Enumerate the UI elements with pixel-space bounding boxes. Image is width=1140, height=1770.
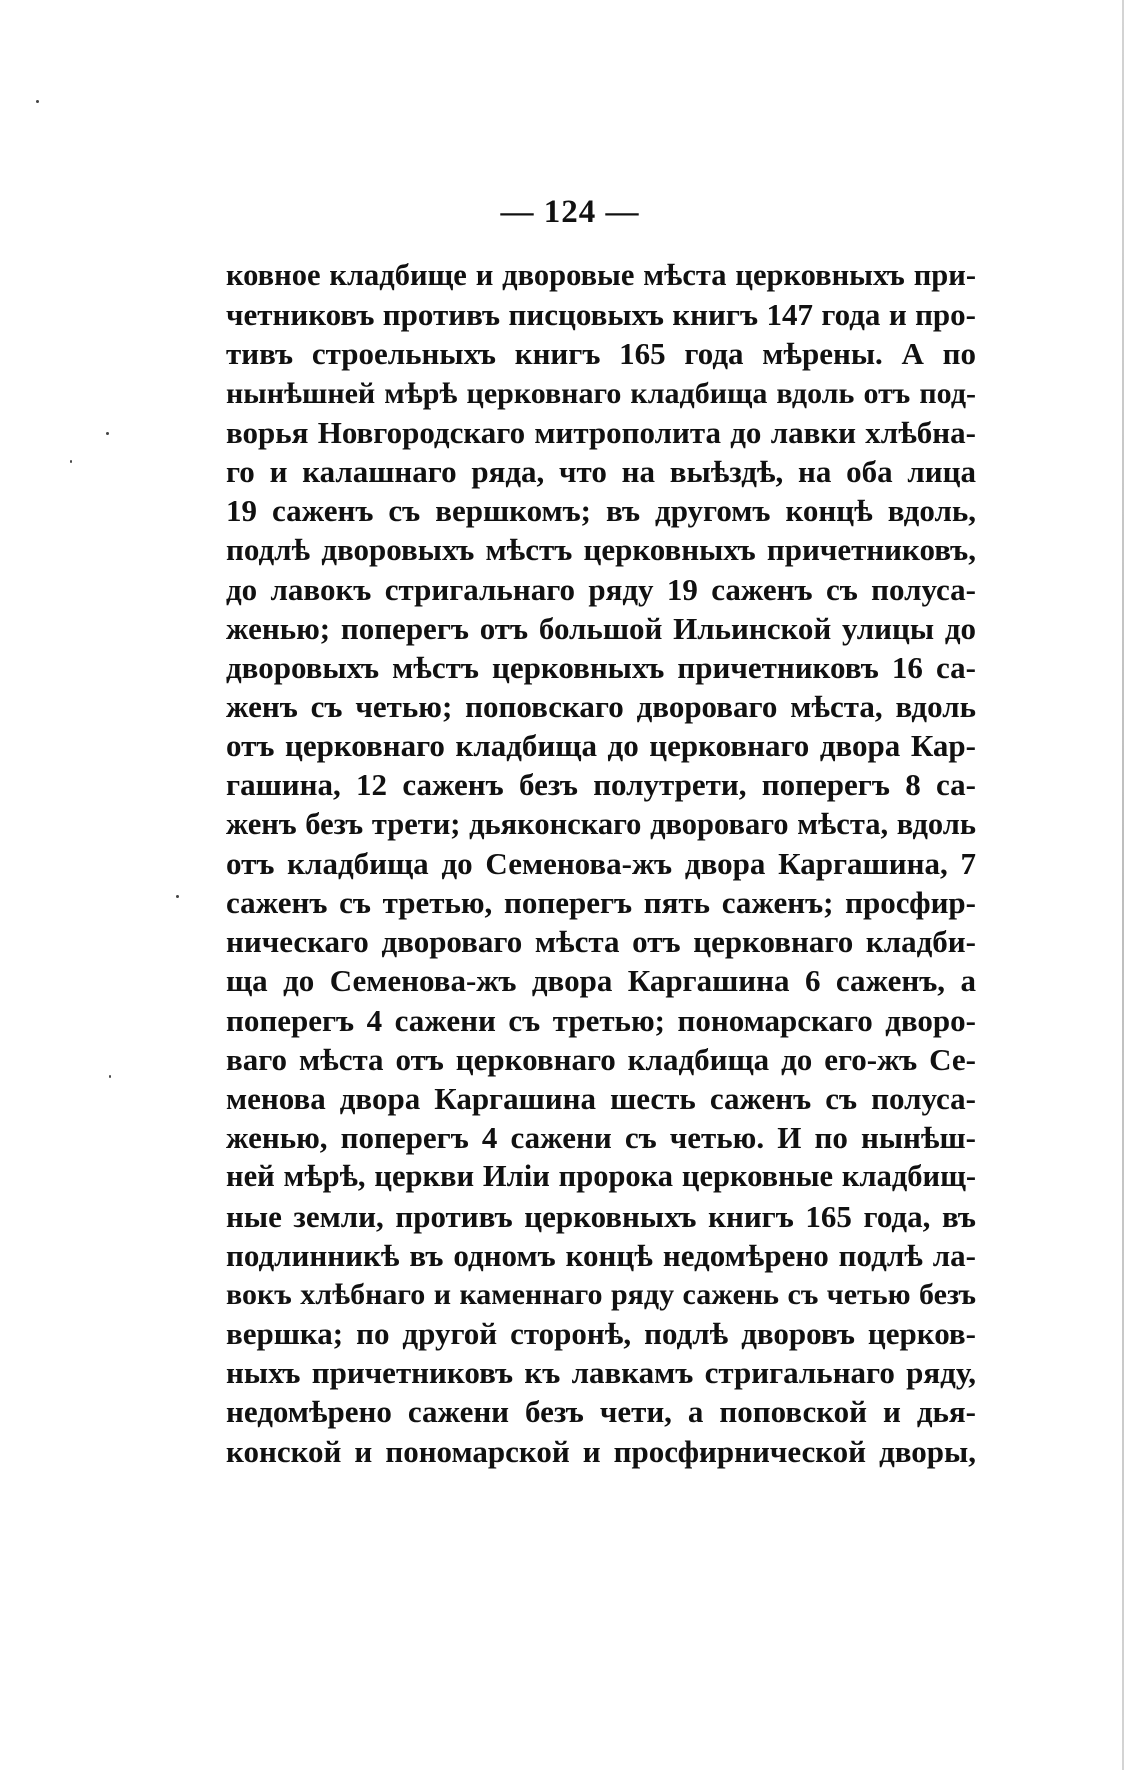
text-line: женъ безъ трети; дьяконскаго двороваго мѣста, вдоль xyxy=(226,806,976,841)
text-line: женью, поперегъ 4 сажени съ четью. И по нынѣш- xyxy=(226,1120,976,1156)
text-line: отъ кладбища до Семенова-жъ двора Каргашина, 7 xyxy=(226,845,976,881)
text-line: женъ съ четью; поповскаго двороваго мѣста, вдоль xyxy=(226,689,976,725)
text-line: вокъ хлѣбнаго и каменнаго ряду сажень съ четью безъ xyxy=(226,1277,976,1311)
scan-edge-line xyxy=(1122,0,1124,1770)
text-line: недомѣрено сажени безъ чети, а поповской и дья- xyxy=(226,1394,976,1430)
text-line: подлинникѣ въ одномъ концѣ недомѣрено подлѣ ла- xyxy=(226,1237,976,1273)
text-line: нынѣшней мѣрѣ церковнаго кладбища вдоль отъ под- xyxy=(226,376,976,410)
text-line: 19 саженъ съ вершкомъ; въ другомъ концѣ вдоль, xyxy=(226,493,976,529)
text-line: четниковъ противъ писцовыхъ книгъ 147 года и про- xyxy=(226,297,976,333)
scan-speck xyxy=(176,895,179,898)
text-line: женью; поперегъ отъ большой Ильинской улицы до xyxy=(226,610,976,646)
page-number: — 124 — xyxy=(500,194,640,230)
body-text xyxy=(226,256,976,1471)
scan-speck xyxy=(70,460,72,463)
text-line: ныхъ причетниковъ къ лавкамъ стригальнаго ряду, xyxy=(226,1355,976,1391)
text-line: отъ церковнаго кладбища до церковнаго двора Кар- xyxy=(226,728,976,764)
text-line: вершка; по другой сторонѣ, подлѣ дворовъ церков- xyxy=(226,1316,976,1352)
text-line: менова двора Каргашина шесть саженъ съ полуса- xyxy=(226,1080,976,1116)
text-line: ные земли, противъ церковныхъ книгъ 165 года, въ xyxy=(226,1198,976,1234)
text-line: саженъ съ третью, поперегъ пять саженъ; просфир- xyxy=(226,885,976,920)
text-line: ща до Семенова-жъ двора Каргашина 6 саженъ, а xyxy=(226,963,976,999)
text-line: ворья Новгородскаго митрополита до лавки хлѣбна- xyxy=(226,414,976,450)
text-line: конской и пономарской и просфирнической дворы, xyxy=(226,1433,976,1469)
text-line: го и калашнаго ряда, что на выѣздѣ, на оба лица xyxy=(226,453,976,489)
scan-speck xyxy=(106,432,109,435)
text-line: ническаго двороваго мѣста отъ церковнаго кладби- xyxy=(226,924,976,960)
text-line: ковное кладбище и дворовые мѣста церковныхъ при- xyxy=(226,258,976,292)
text-line: подлѣ дворовыхъ мѣстъ церковныхъ причетниковъ, xyxy=(226,532,976,568)
scan-speck xyxy=(36,100,39,103)
scan-speck xyxy=(109,1075,111,1078)
text-line: дворовыхъ мѣстъ церковныхъ причетниковъ 16 са- xyxy=(226,649,976,685)
text-line: до лавокъ стригальнаго ряду 19 саженъ съ полуса- xyxy=(226,571,976,607)
text-line: ваго мѣста отъ церковнаго кладбища до его-жъ Се- xyxy=(226,1041,976,1077)
text-line: ней мѣрѣ, церкви Иліи пророка церковные кладбищ- xyxy=(226,1159,976,1194)
text-line: тивъ строельныхъ книгъ 165 года мѣрены. А по xyxy=(226,336,976,372)
text-line: поперегъ 4 сажени съ третью; пономарскаго дворо- xyxy=(226,1002,976,1038)
text-line: гашина, 12 саженъ безъ полутрети, поперегъ 8 са- xyxy=(226,767,976,803)
